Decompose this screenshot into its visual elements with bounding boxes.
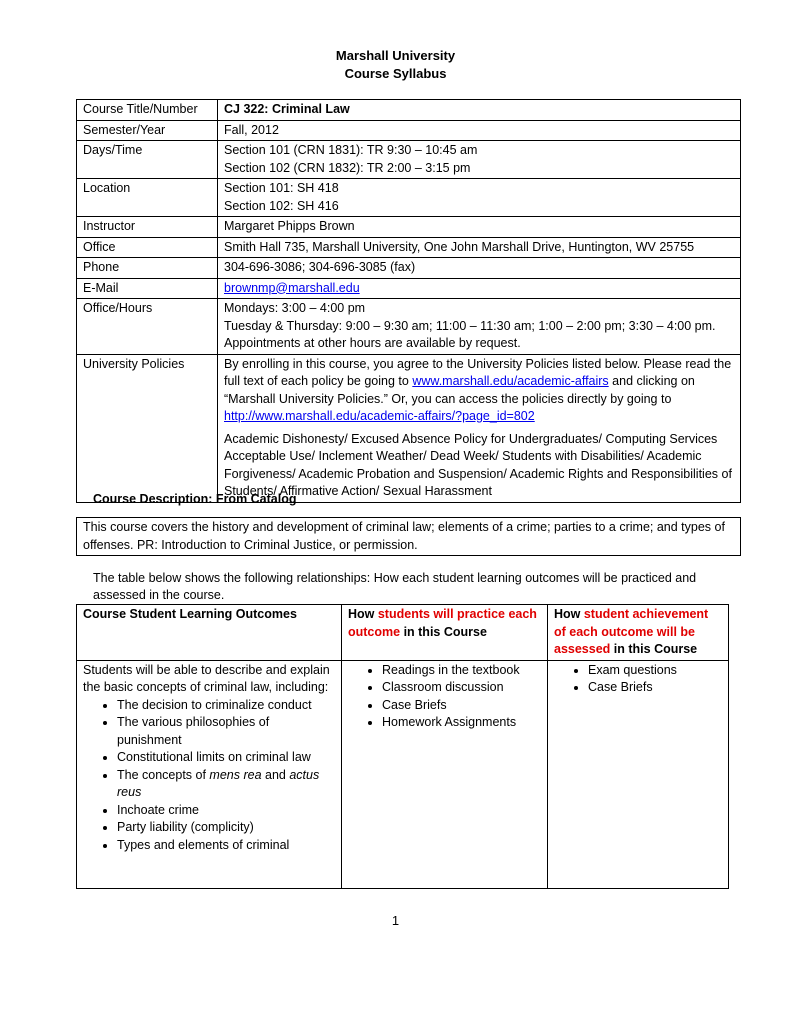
concept-italic: actus reus [117,767,320,799]
row-location [77,179,741,217]
phone-value: 304-696-3086; 304-696-3085 (fax) [218,258,741,279]
location-line-2: Section 102: SH 416 [224,198,339,213]
email-link[interactable]: brownmp@marshall.edu [224,280,360,295]
days-value [218,141,741,179]
description-heading: Course Description: From Catalog [93,492,297,506]
policies-text-2: and clicking on “Marshall University Policies.” Or, you can access the policies directly by going to [224,374,695,406]
policies-list: Academic Dishonesty/ Excused Absence Policy for Undergraduates/ Computing Services Acceptable Use/ Inclement Weather/ Dead Week/ Students with Disabilities/ Academic Forgiveness/ Academic Probation and Suspension/ Academic Rights and Responsibilities of Students/ Affirmative Action/ Sexual Harassment [224,431,732,498]
document-title: Course Syllabus [344,66,447,81]
days-label: Days/Time [77,141,218,179]
office-label: Office [77,237,218,258]
col3-highlight: student achievement of each outcome will be assessed [554,607,709,656]
outcomes-col1-header: Course Student Learning Outcomes [77,605,342,661]
list-item: • Readings in the textbook [382,662,541,680]
page-number: 1 [391,913,400,928]
row-instructor [77,217,741,238]
location-label: Location [77,179,218,217]
row-policies [77,354,741,502]
days-line-1: Section 101 (CRN 1831): TR 9:30 – 10:45 am [224,143,478,157]
outcomes-col3-header [548,605,729,661]
policies-paragraph [224,356,734,426]
concept-text: and [261,767,290,782]
description-text: This course covers the history and development of criminal law; elements of a crime; parties to a crime; and types of offenses. PR: Introduction to Criminal Justice, or permission. [77,518,741,556]
col2-tail: in this Course [400,624,487,639]
list-item: • Types and elements of criminal [117,837,335,855]
policies-page-link[interactable]: http://www.marshall.edu/academic-affairs/?page_id=802 [224,409,535,423]
list-item: • Case Briefs [382,697,541,715]
row-phone [77,258,741,279]
course-info-table [76,99,741,503]
hours-line-1: Mondays: 3:00 – 4:00 pm [224,301,366,315]
phone-label: Phone [77,258,218,279]
semester-value: Fall, 2012 [218,120,741,141]
row-days [77,141,741,179]
location-value [218,179,741,217]
policies-label: University Policies [77,354,218,502]
concepts-list [83,697,335,855]
concept-text: The concepts of [117,767,210,782]
hours-line-2: Tuesday & Thursday: 9:00 – 9:30 am; 11:00 – 11:30 am; 1:00 – 2:00 pm; 3:30 – 4:00 pm. Appointments at other hours are available by request. [224,318,716,350]
outcome-intro: Students will be able to describe and explain the basic concepts of criminal law, including: [83,662,330,694]
assess-cell [548,660,729,888]
list-item: • Constitutional limits on criminal law [117,749,335,767]
list-item: • Homework Assignments [382,714,541,732]
semester-label: Semester/Year [77,120,218,141]
list-item: • The various philosophies of punishment [117,714,335,749]
concept-italic: mens rea [209,767,262,782]
days-line-2: Section 102 (CRN 1832): TR 2:00 – 3:15 pm [224,160,471,175]
academic-affairs-link[interactable]: www.marshall.edu/academic-affairs [412,374,609,388]
outcomes-intro: The table below shows the following relationships: How each student learning outcomes will be practiced and assessed in the course. [93,571,697,602]
list-item: • Classroom discussion [382,679,541,697]
list-item: • Inchoate crime [117,802,335,820]
office-value: Smith Hall 735, Marshall University, One John Marshall Drive, Huntington, WV 25755 [218,237,741,258]
description-box [76,517,741,556]
row-semester [77,120,741,141]
course-title-label: Course Title/Number [77,100,218,121]
row-course-title [77,100,741,121]
list-item: • The decision to criminalize conduct [117,697,335,715]
assess-list [554,662,722,697]
hours-value [218,299,741,355]
list-item: • Case Briefs [588,679,722,697]
instructor-label: Instructor [77,217,218,238]
row-office [77,237,741,258]
hours-label: Office/Hours [77,299,218,355]
col3-how: How [554,607,584,621]
outcome-cell [77,660,342,888]
email-cell [218,278,741,299]
location-line-1: Section 101: SH 418 [224,181,339,195]
outcomes-table [76,604,729,889]
list-item: • Exam questions [588,662,722,680]
practice-list [348,662,541,732]
row-email [77,278,741,299]
row-hours [77,299,741,355]
course-title-value: CJ 322: Criminal Law [218,100,741,121]
list-item: • Party liability (complicity) [117,819,335,837]
col2-highlight: students will practice each outcome [348,607,537,639]
university-name: Marshall University [335,48,456,63]
practice-cell [342,660,548,888]
outcomes-header-row [77,605,729,661]
instructor-value: Margaret Phipps Brown [218,217,741,238]
col2-how: How [348,607,378,621]
policies-text: By enrolling in this course, you agree to the University Policies listed below. Please read the full text of each policy be going to [224,356,732,388]
email-label: E-Mail [77,278,218,299]
outcomes-row [77,660,729,888]
policies-value [218,354,741,502]
outcomes-col2-header [342,605,548,661]
list-item [117,767,335,802]
col3-tail: in this Course [610,642,698,656]
